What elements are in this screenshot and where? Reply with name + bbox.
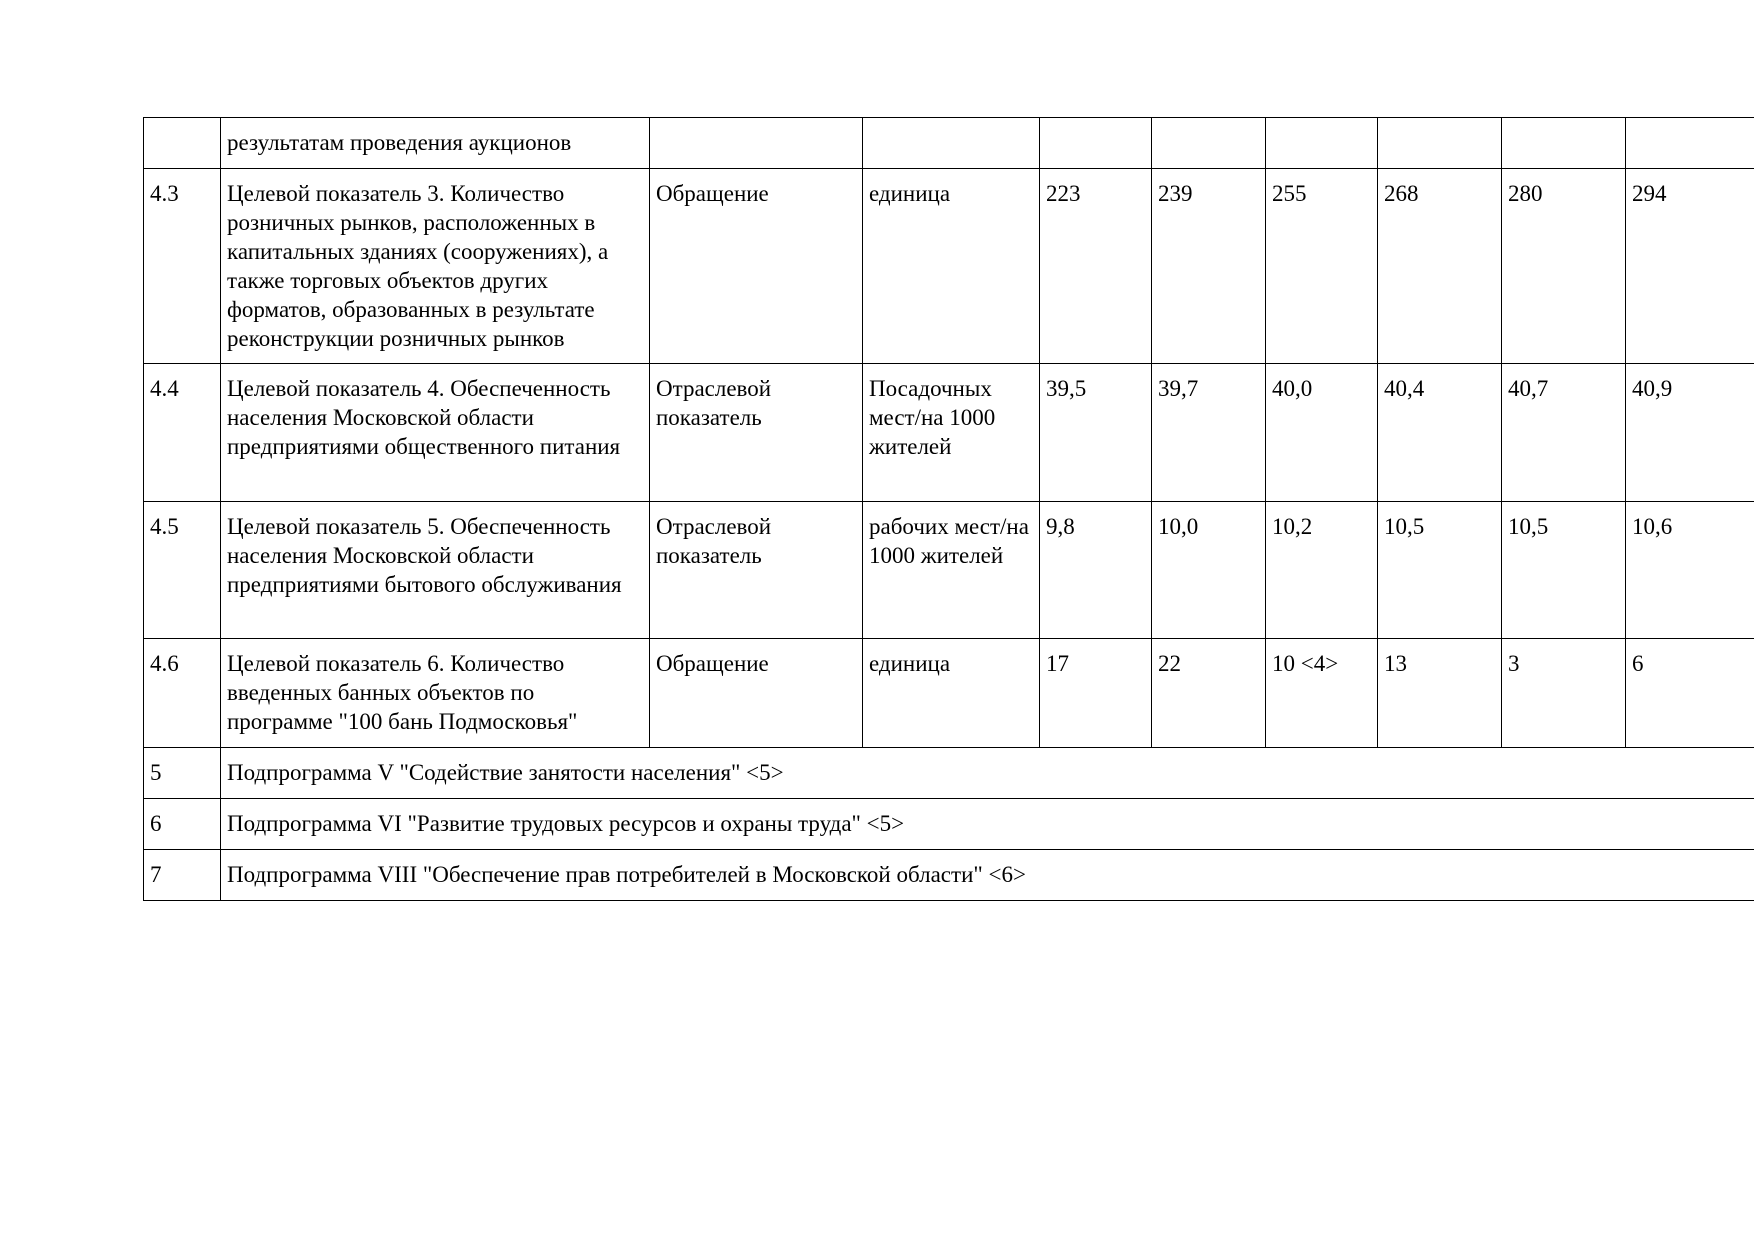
subprogram-number: 6 xyxy=(144,799,221,850)
indicator-type: Обращение xyxy=(650,639,863,748)
table-row xyxy=(144,118,1754,169)
indicator-name: результатам проведения аукционов xyxy=(221,118,650,169)
value-cell xyxy=(1040,118,1152,169)
subprogram-title: Подпрограмма VI "Развитие трудовых ресурсов и охраны труда" <5> xyxy=(221,799,1754,850)
subprogram-row xyxy=(144,748,1754,799)
row-number: 4.6 xyxy=(144,639,221,748)
value-cell: 17 xyxy=(1040,639,1152,748)
indicator-type xyxy=(650,118,863,169)
value-cell: 10,5 xyxy=(1502,502,1626,639)
value-cell xyxy=(1266,118,1378,169)
value-cell: 10,2 xyxy=(1266,502,1378,639)
value-cell: 13 xyxy=(1378,639,1502,748)
row-number: 4.5 xyxy=(144,502,221,639)
value-cell: 3 xyxy=(1502,639,1626,748)
table-row xyxy=(144,364,1754,502)
value-cell: 39,5 xyxy=(1040,364,1152,502)
indicator-name: Целевой показатель 3. Количество розничных рынков, расположенных в капитальных зданиях (сооружениях), а также торговых объектов других форматов, образованных в результате реконструкции розничных рынков xyxy=(221,169,650,364)
indicator-unit: единица xyxy=(863,169,1040,364)
value-cell: 9,8 xyxy=(1040,502,1152,639)
table-row xyxy=(144,502,1754,639)
value-cell: 40,4 xyxy=(1378,364,1502,502)
value-cell: 10 <4> xyxy=(1266,639,1378,748)
row-number xyxy=(144,118,221,169)
value-cell: 10,6 xyxy=(1626,502,1754,639)
value-cell: 280 xyxy=(1502,169,1626,364)
indicator-unit: рабочих мест/на 1000 жителей xyxy=(863,502,1040,639)
indicator-unit: Посадочных мест/на 1000 жителей xyxy=(863,364,1040,502)
row-number: 4.3 xyxy=(144,169,221,364)
value-cell xyxy=(1626,118,1754,169)
value-cell: 40,7 xyxy=(1502,364,1626,502)
subprogram-row xyxy=(144,850,1754,901)
value-cell: 239 xyxy=(1152,169,1266,364)
value-cell: 40,0 xyxy=(1266,364,1378,502)
indicator-type: Обращение xyxy=(650,169,863,364)
value-cell xyxy=(1378,118,1502,169)
subprogram-title: Подпрограмма VIII "Обеспечение прав потребителей в Московской области" <6> xyxy=(221,850,1754,901)
subprogram-title: Подпрограмма V "Содействие занятости населения" <5> xyxy=(221,748,1754,799)
value-cell: 268 xyxy=(1378,169,1502,364)
indicator-name: Целевой показатель 5. Обеспеченность населения Московской области предприятиями бытового обслуживания xyxy=(221,502,650,639)
value-cell: 6 xyxy=(1626,639,1754,748)
indicators-table xyxy=(143,117,1754,901)
indicator-name: Целевой показатель 6. Количество введенных банных объектов по программе "100 бань Подмосковья" xyxy=(221,639,650,748)
value-cell: 223 xyxy=(1040,169,1152,364)
value-cell: 22 xyxy=(1152,639,1266,748)
value-cell: 294 xyxy=(1626,169,1754,364)
value-cell xyxy=(1502,118,1626,169)
indicator-type: Отраслевой показатель xyxy=(650,364,863,502)
table-row xyxy=(144,169,1754,364)
indicator-name: Целевой показатель 4. Обеспеченность населения Московской области предприятиями общественного питания xyxy=(221,364,650,502)
table-row xyxy=(144,639,1754,748)
value-cell: 39,7 xyxy=(1152,364,1266,502)
value-cell: 10,5 xyxy=(1378,502,1502,639)
row-number: 4.4 xyxy=(144,364,221,502)
indicator-unit: единица xyxy=(863,639,1040,748)
value-cell: 10,0 xyxy=(1152,502,1266,639)
subprogram-number: 5 xyxy=(144,748,221,799)
subprogram-row xyxy=(144,799,1754,850)
value-cell xyxy=(1152,118,1266,169)
subprogram-number: 7 xyxy=(144,850,221,901)
value-cell: 40,9 xyxy=(1626,364,1754,502)
indicator-type: Отраслевой показатель xyxy=(650,502,863,639)
indicator-unit xyxy=(863,118,1040,169)
value-cell: 255 xyxy=(1266,169,1378,364)
